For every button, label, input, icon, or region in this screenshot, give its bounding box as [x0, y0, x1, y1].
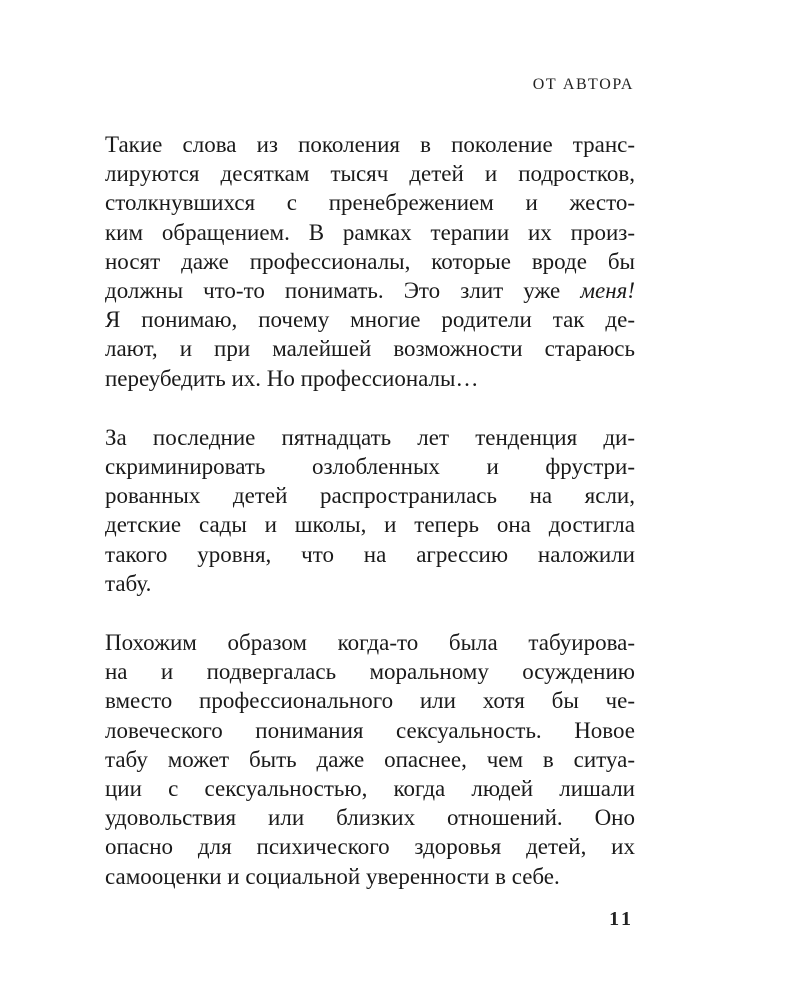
text-line: Такие слова из поколения в поколение транс-: [105, 132, 635, 157]
text-line: Я понимаю, почему многие родители так де-: [105, 307, 635, 333]
text-line: столкнувшихся с пренебрежением и жесто-: [105, 190, 635, 216]
emphasis-text: меня!: [580, 278, 636, 304]
paragraph-2: [105, 423, 635, 598]
text-line: детские сады и школы, и теперь она достигла: [105, 512, 635, 538]
text-line: вместо профессионального или хотя бы че-: [105, 688, 635, 714]
paragraph-3: [105, 628, 635, 891]
page-number: 11: [609, 908, 634, 930]
text-line: За последние пятнадцать лет тенденция ди-: [105, 424, 635, 450]
text-line: лают, и при малейшей возможности стараюсь: [105, 336, 635, 362]
text-line: табу.: [105, 570, 152, 596]
text-line: лируются десяткам тысяч детей и подростков,: [105, 161, 635, 187]
text-line: переубедить их. Но профессионалы…: [105, 365, 479, 391]
text-segment: должны что-то понимать. Это злит уже: [105, 278, 561, 304]
text-line: скриминировать озлобленных и фрустри-: [105, 454, 635, 480]
text-line: на и подвергалась моральному осуждению: [105, 659, 635, 685]
text-line: удовольствия или близких отношений. Оно: [105, 805, 635, 831]
text-line: опасно для психического здоровья детей, их: [105, 834, 635, 860]
text-line: ловеческого понимания сексуальность. Новое: [105, 717, 635, 743]
text-line: табу может быть даже опаснее, чем в ситуа-: [105, 746, 635, 772]
text-line: ции с сексуальностью, когда людей лишали: [105, 776, 635, 802]
running-header: ОТ АВТОРА: [532, 76, 634, 93]
text-line-with-emphasis: [105, 276, 635, 305]
text-line: носят даже профессионалы, которые вроде бы: [105, 248, 635, 274]
body-text: [105, 130, 635, 921]
text-line: Похожим образом когда-то была табуирова-: [105, 630, 635, 656]
text-line: ким обращением. В рамках терапии их произ-: [105, 219, 635, 245]
text-line: самооценки и социальной уверенности в себе.: [105, 863, 560, 889]
paragraph-1: [105, 130, 635, 393]
text-line: рованных детей распространилась на ясли,: [105, 483, 635, 509]
text-line: такого уровня, что на агрессию наложили: [105, 541, 635, 567]
